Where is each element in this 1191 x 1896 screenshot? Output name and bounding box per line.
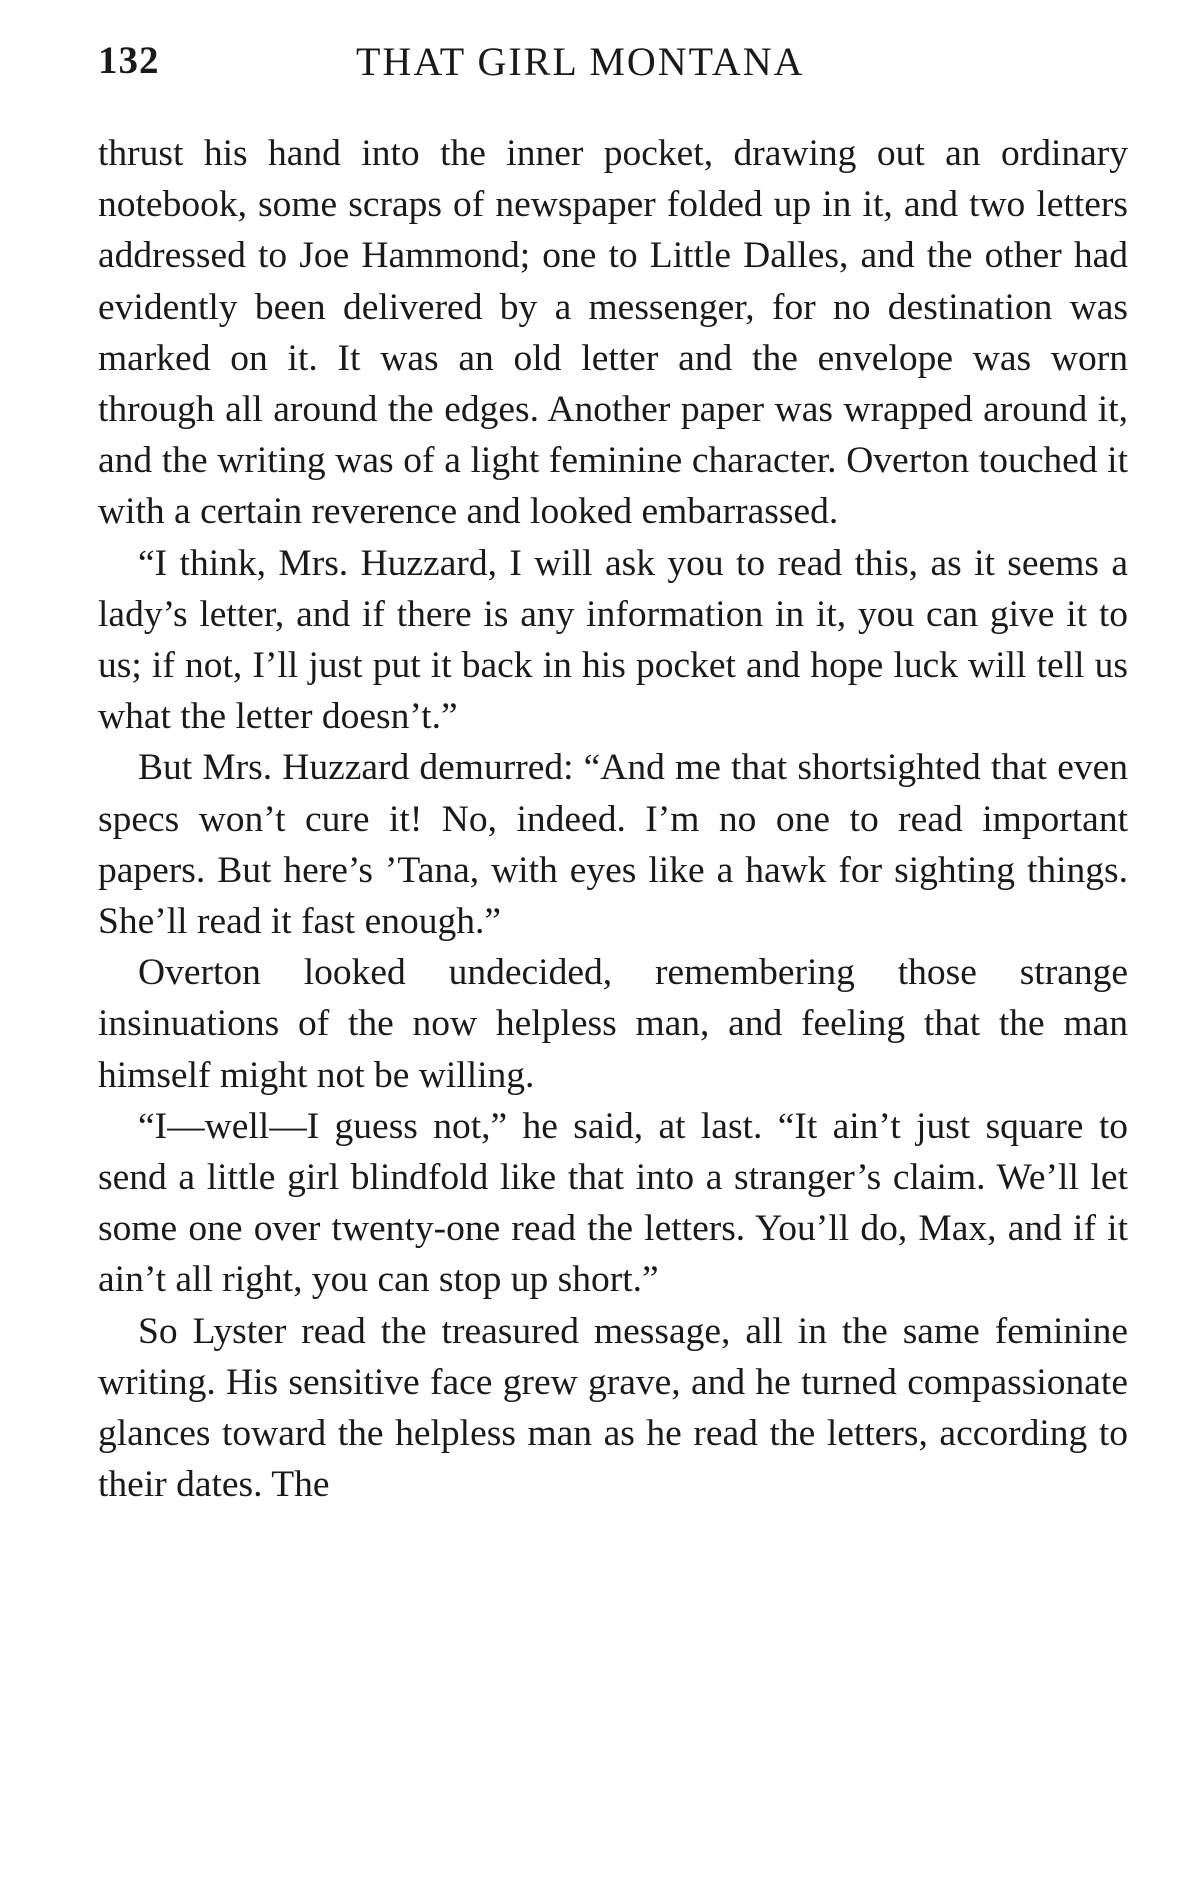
paragraph: Overton looked undecided, remembering those strange insinuations of the now helpless man, and feeling that the man himself might not be willing.: [98, 952, 1128, 1096]
paragraph: So Lyster read the treasured message, all in the same feminine writing. His sensitive face grew grave, and he turned compassionate glances toward the helpless man as he read the letters, according to their dates. The: [98, 1310, 1128, 1506]
body-text: [98, 128, 1128, 1510]
paragraph: “I—well—I guess not,” he said, at last. “It ain’t just square to send a little girl blindfold like that into a stranger’s claim. We’ll let some one over twenty-one read the letters. You’ll do, Max, and if it ain’t all right, you can stop up short.”: [98, 1105, 1128, 1301]
paragraph: “I think, Mrs. Huzzard, I will ask you to read this, as it seems a lady’s letter, and if there is any information in it, you can give it to us; if not, I’ll just put it back in his pocket and hope luck will tell us what the letter doesn’t.”: [98, 542, 1128, 738]
running-title: THAT GIRL MONTANA: [356, 39, 805, 84]
page-number: 132: [98, 39, 160, 82]
paragraph: But Mrs. Huzzard demurred: “And me that shortsighted that even specs won’t cure it! No, indeed. I’m no one to read important papers. But here’s ’Tana, with eyes like a hawk for sighting things. She’ll read it fast enough.”: [98, 747, 1128, 943]
page-header: [98, 38, 1128, 98]
paragraph: thrust his hand into the inner pocket, drawing out an ordinary notebook, some scraps of newspaper folded up in it, and two letters addressed to Joe Hammond; one to Little Dalles, and the other had evidently been delivered by a messenger, for no destination was marked on it. It was an old letter and the envelope was worn through all around the edges. Another paper was wrapped around it, and the writing was of a light feminine character. Overton touched it with a certain reverence and looked embarrassed.: [98, 133, 1128, 533]
